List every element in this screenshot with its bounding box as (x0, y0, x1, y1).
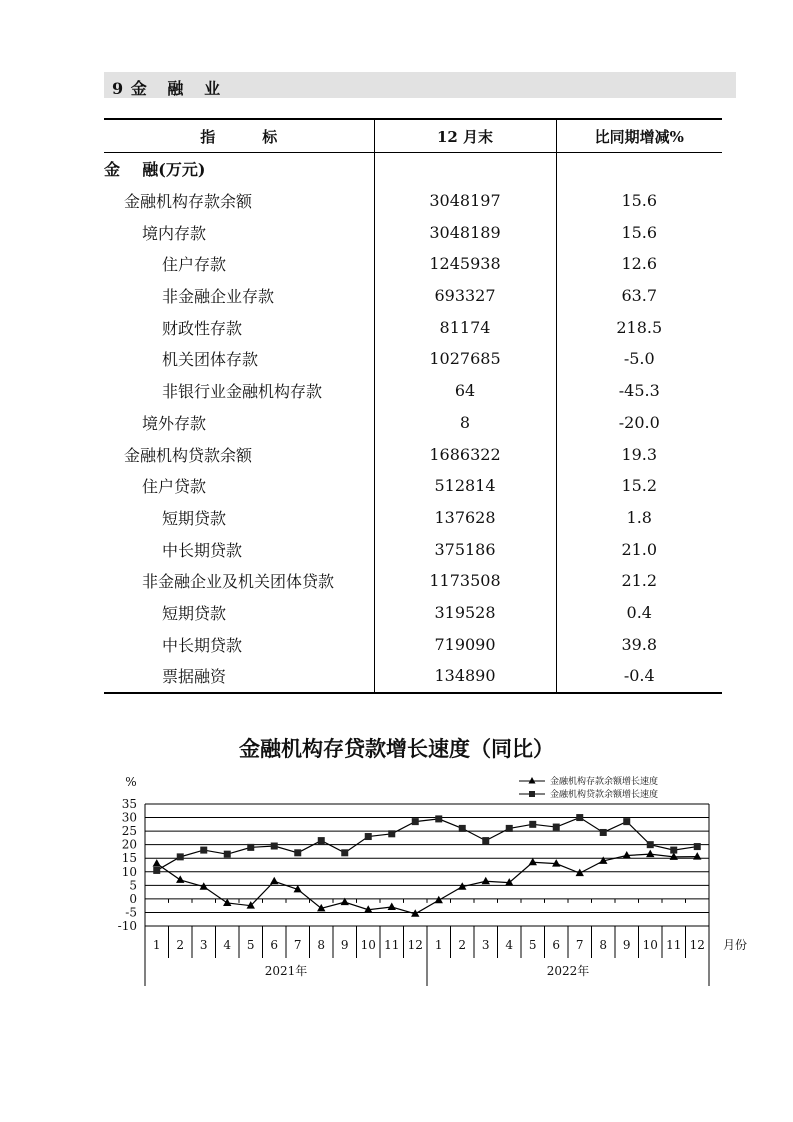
deposit-growth-point (223, 898, 231, 906)
deposit-growth-point (176, 875, 184, 883)
row-change: -20.0 (556, 407, 722, 439)
loan-growth-point (529, 821, 536, 828)
loan-growth-point (670, 847, 677, 854)
month-tick-label: 10 (360, 938, 376, 952)
row-value: 375186 (374, 533, 556, 565)
loan-growth-point (506, 825, 513, 832)
row-label: 住户贷款 (142, 477, 207, 497)
month-tick-label: 8 (317, 938, 326, 952)
loan-growth-point (412, 818, 419, 825)
row-change: 15.6 (556, 185, 722, 217)
loan-growth-point (318, 837, 325, 844)
growth-line-chart (0, 760, 793, 1000)
loan-growth-point (553, 824, 560, 831)
month-tick-label: 12 (689, 938, 705, 952)
loan-growth-point (482, 837, 489, 844)
month-tick-label: 11 (384, 938, 400, 952)
row-change: 39.8 (556, 628, 722, 660)
table-row (104, 597, 722, 629)
row-label: 金 融(万元) (104, 160, 206, 180)
row-value: 319528 (374, 597, 556, 629)
loan-growth-point (200, 847, 207, 854)
row-label: 非银行业金融机构存款 (162, 382, 323, 402)
month-tick-label: 8 (599, 938, 608, 952)
row-value: 1027685 (374, 343, 556, 375)
row-value: 1245938 (374, 248, 556, 280)
row-label: 中长期贷款 (162, 540, 243, 560)
row-label: 短期贷款 (162, 603, 227, 623)
month-tick-label: 12 (407, 938, 423, 952)
row-change: 15.2 (556, 470, 722, 502)
table-row (104, 311, 722, 343)
y-tick-label: 35 (121, 797, 137, 811)
legend-triangle-icon (529, 777, 536, 784)
y-tick-label: -10 (117, 919, 137, 933)
legend-label-deposit: 金融机构存款余额增长速度 (550, 777, 659, 787)
loan-growth-point (153, 867, 160, 874)
row-value: 512814 (374, 470, 556, 502)
row-value: 3048189 (374, 216, 556, 248)
row-value: 134890 (374, 660, 556, 693)
month-tick-label: 6 (552, 938, 561, 952)
row-value: 81174 (374, 311, 556, 343)
loan-growth-point (600, 829, 607, 836)
series-line (157, 854, 698, 914)
row-change (556, 153, 722, 185)
row-label: 机关团体存款 (162, 350, 259, 370)
row-change: -45.3 (556, 375, 722, 407)
table-row (104, 153, 722, 185)
row-change: 15.6 (556, 216, 722, 248)
row-label: 票据融资 (104, 660, 374, 693)
table-row (104, 438, 722, 470)
loan-growth-point (388, 830, 395, 837)
section-title: 9 金 融 业 (112, 79, 222, 98)
month-tick-label: 7 (293, 938, 302, 952)
loan-growth-point (459, 825, 466, 832)
table-row (104, 628, 722, 660)
row-value (374, 153, 556, 185)
month-tick-label: 2 (458, 938, 467, 952)
row-change: 0.4 (556, 597, 722, 629)
loan-growth-point (247, 844, 254, 851)
y-tick-label: -5 (125, 905, 137, 920)
y-tick-label: 0 (129, 891, 137, 906)
month-tick-label: 9 (340, 938, 349, 952)
table-row (104, 533, 722, 565)
row-value: 137628 (374, 502, 556, 534)
deposit-growth-point (482, 877, 490, 885)
month-tick-label: 2 (176, 938, 185, 952)
deposit-growth-point (529, 858, 537, 866)
table-header-row (104, 119, 722, 153)
table-row (104, 343, 722, 375)
deposit-growth-point (388, 903, 396, 911)
row-value: 64 (374, 375, 556, 407)
loan-growth-point (341, 849, 348, 856)
loan-growth-point (694, 843, 701, 850)
row-label: 非金融企业存款 (162, 287, 275, 307)
loan-growth-point (224, 851, 231, 858)
loan-growth-point (177, 853, 184, 860)
row-value: 1173508 (374, 565, 556, 597)
month-tick-label: 1 (434, 938, 443, 952)
table-row (104, 248, 722, 280)
loan-growth-point (623, 818, 630, 825)
deposit-growth-point (435, 896, 443, 904)
month-tick-label: 5 (246, 938, 255, 952)
row-change: -0.4 (556, 660, 722, 693)
x-axis-label: 月份 (722, 938, 748, 952)
row-value: 8 (374, 407, 556, 439)
loan-growth-point (365, 833, 372, 840)
row-label: 境外存款 (142, 413, 207, 433)
row-label: 金融机构存款余额 (124, 192, 253, 212)
header-yoy-change: 比同期增减% (556, 119, 722, 153)
y-axis-unit-label: % (125, 775, 137, 789)
finance-table (104, 118, 722, 694)
row-value: 719090 (374, 628, 556, 660)
row-label: 财政性存款 (162, 318, 243, 338)
table-row (104, 375, 722, 407)
row-change: 21.0 (556, 533, 722, 565)
row-change: 218.5 (556, 311, 722, 343)
month-tick-label: 7 (575, 938, 584, 952)
month-tick-label: 9 (622, 938, 631, 952)
loan-growth-point (576, 814, 583, 821)
row-change: 63.7 (556, 280, 722, 312)
y-tick-label: 5 (129, 878, 137, 893)
month-tick-label: 3 (199, 938, 208, 952)
row-change: 12.6 (556, 248, 722, 280)
year-group-label: 2022年 (546, 964, 590, 978)
month-tick-label: 11 (666, 938, 682, 952)
row-change: 19.3 (556, 438, 722, 470)
row-label: 非金融企业及机关团体贷款 (142, 572, 335, 592)
y-tick-label: 20 (121, 837, 137, 852)
y-tick-label: 30 (121, 810, 137, 825)
legend-label-loan: 金融机构贷款余额增长速度 (550, 790, 659, 800)
table-row (104, 565, 722, 597)
row-label: 境内存款 (142, 223, 207, 243)
deposit-growth-point (693, 852, 701, 860)
row-label: 中长期贷款 (162, 635, 243, 655)
deposit-growth-point (153, 859, 161, 867)
row-change: 1.8 (556, 502, 722, 534)
year-group-label: 2021年 (264, 964, 308, 978)
table-row (104, 407, 722, 439)
table-row (104, 660, 722, 693)
row-label: 住户存款 (162, 255, 227, 275)
legend-square-icon (529, 791, 535, 797)
month-tick-label: 4 (505, 938, 514, 952)
table-row (104, 185, 722, 217)
row-label: 短期贷款 (162, 508, 227, 528)
month-tick-label: 3 (481, 938, 490, 952)
month-tick-label: 5 (528, 938, 537, 952)
table-row (104, 216, 722, 248)
header-december-end: 12 月末 (374, 119, 556, 153)
header-indicator: 指 标 (104, 119, 374, 153)
month-tick-label: 6 (270, 938, 279, 952)
loan-growth-point (271, 843, 278, 850)
table-row (104, 502, 722, 534)
series-line (157, 818, 698, 871)
deposit-growth-point (646, 850, 654, 858)
chart-title: 金融机构存贷款增长速度（同比） (239, 737, 554, 761)
y-tick-label: 15 (121, 851, 137, 866)
row-change: -5.0 (556, 343, 722, 375)
table-row (104, 470, 722, 502)
deposit-growth-point (270, 877, 278, 885)
y-tick-label: 25 (121, 824, 137, 839)
table-row (104, 280, 722, 312)
loan-growth-point (435, 815, 442, 822)
loan-growth-point (294, 849, 301, 856)
row-label: 金融机构贷款余额 (124, 445, 253, 465)
row-value: 1686322 (374, 438, 556, 470)
loan-growth-point (647, 841, 654, 848)
y-tick-label: 10 (121, 864, 137, 879)
row-value: 3048197 (374, 185, 556, 217)
month-tick-label: 4 (223, 938, 232, 952)
month-tick-label: 1 (152, 938, 161, 952)
month-tick-label: 10 (642, 938, 658, 952)
row-change: 21.2 (556, 565, 722, 597)
row-value: 693327 (374, 280, 556, 312)
